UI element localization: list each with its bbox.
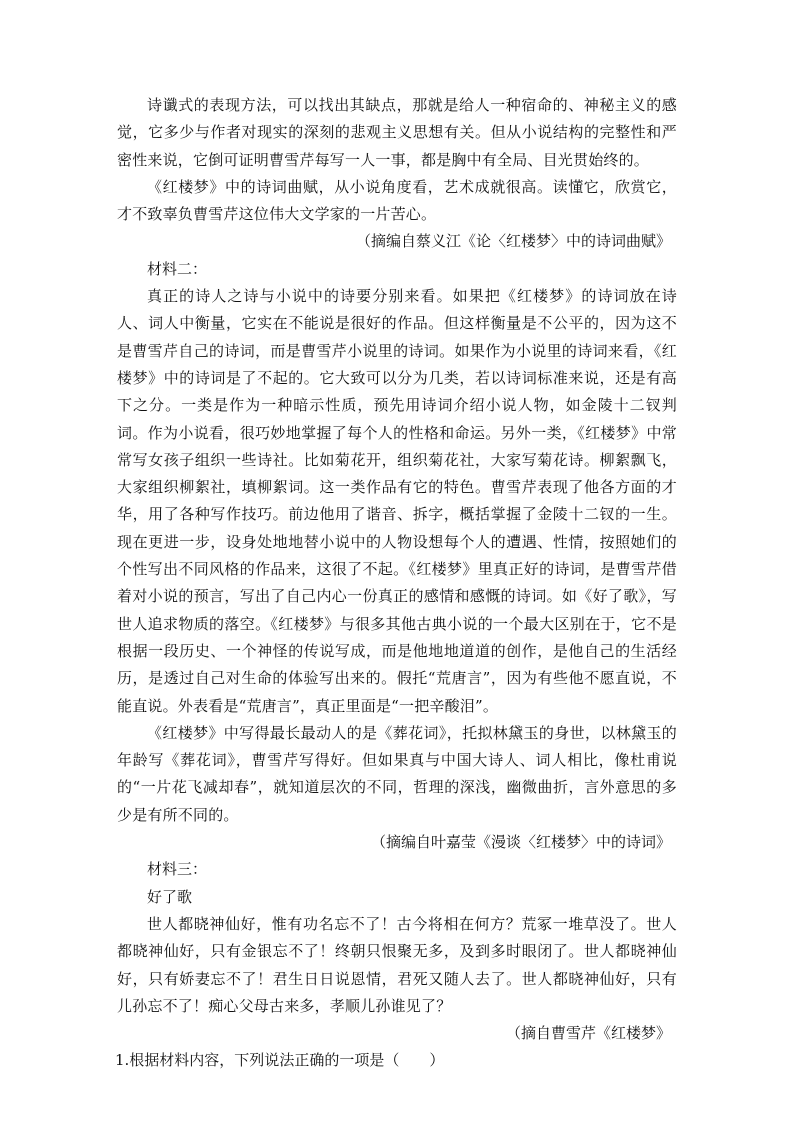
source-citation-1: （摘编自蔡义江《论〈红楼梦〉中的诗词曲赋》 [355, 232, 671, 251]
paragraph-burial-flowers: 《红楼梦》中写得最长最动人的是《葬花词》，托拟林黛玉的身世，以林黛玉的年龄写《葬花词》，曹雪芹写得好。但如果真与中国大诗人、词人相比，像杜甫说的“一片花飞减却春”，就知道层次的不同，哲理的深浅，幽微曲折，言外意思的多少是有所不同的。 [117, 723, 677, 824]
paragraph-art-achievement: 《红楼梦》中的诗词曲赋，从小说角度看，艺术成就很高。读懂它，欣赏它，才不致辜负曹雪芹这位伟大文学家的一片苦心。 [117, 177, 677, 224]
source-citation-2: （摘编自叶嘉莹《漫谈〈红楼梦〉中的诗词》 [370, 833, 671, 852]
source-citation-3: （摘自曹雪芹《红楼梦》 [505, 1024, 671, 1043]
question-1: 1.根据材料内容，下列说法正确的一项是（ ） [115, 1051, 445, 1070]
material-two-heading: 材料二： [147, 259, 208, 278]
paragraph-poetic-prophecy: 诗谶式的表现方法，可以找出其缺点，那就是给人一种宿命的、神秘主义的感觉，它多少与作者对现实的深刻的悲观主义思想有关。但从小说结构的完整性和严密性来说，它倒可证明曹雪芹每写一人一事，都是胸中有全局、目光贯始终的。 [117, 96, 677, 169]
document-body [117, 92, 677, 1075]
material-three-heading: 材料三： [147, 860, 208, 879]
poem-title: 好了歌 [147, 887, 193, 906]
poem-text: 世人都晓神仙好，惟有功名忘不了！古今将相在何方？荒冢一堆草没了。世人都晓神仙好，只有金银忘不了！终朝只恨聚无多，及到多时眼闭了。世人都晓神仙好，只有娇妻忘不了！君生日日说恩情，君死又随人去了。世人都晓神仙好，只有儿孙忘不了！痴心父母古来多，孝顺儿孙谁见了？ [117, 914, 677, 1015]
paragraph-poets-vs-novel: 真正的诗人之诗与小说中的诗要分别来看。如果把《红楼梦》的诗词放在诗人、词人中衡量，它实在不能说是很好的作品。但这样衡量是不公平的，因为这不是曹雪芹自己的诗词，而是曹雪芹小说里的诗词。如果作为小说里的诗词来看，《红楼梦》中的诗词是了不起的。它大致可以分为几类，若以诗词标准来说，还是有高下之分。一类是作为一种暗示性质，预先用诗词介绍小说人物，如金陵十二钗判词。作为小说看，很巧妙地掌握了每个人的性格和命运。另外一类，《红楼梦》中常常写女孩子组织一些诗社。比如菊花开，组织菊花社，大家写菊花诗。柳絮飘飞，大家组织柳絮社，填柳絮词。这一类作品有它的特色。曹雪芹表现了他各方面的才华，用了各种写作技巧。前边他用了谐音、拆字，概括掌握了金陵十二钗的一生。现在更进一步，设身处地地替小说中的人物设想每个人的遭遇、性情，按照她们的个性写出不同风格的作品来，这很了不起。《红楼梦》里真正好的诗词，是曹雪芹借着对小说的预言，写出了自己内心一份真正的感情和感慨的诗词。如《好了歌》，写世人追求物质的落空。《红楼梦》与很多其他古典小说的一个最大区别在于，它不是根据一段历史、一个神怪的传说写成，而是他地地道道的创作，是他自己的生活经历，是透过自己对生命的体验写出来的。假托“荒唐言”，因为有些他不愿直说，不能直说。外表看是“荒唐言”，真正里面是“一把辛酸泪”。 [117, 287, 677, 715]
